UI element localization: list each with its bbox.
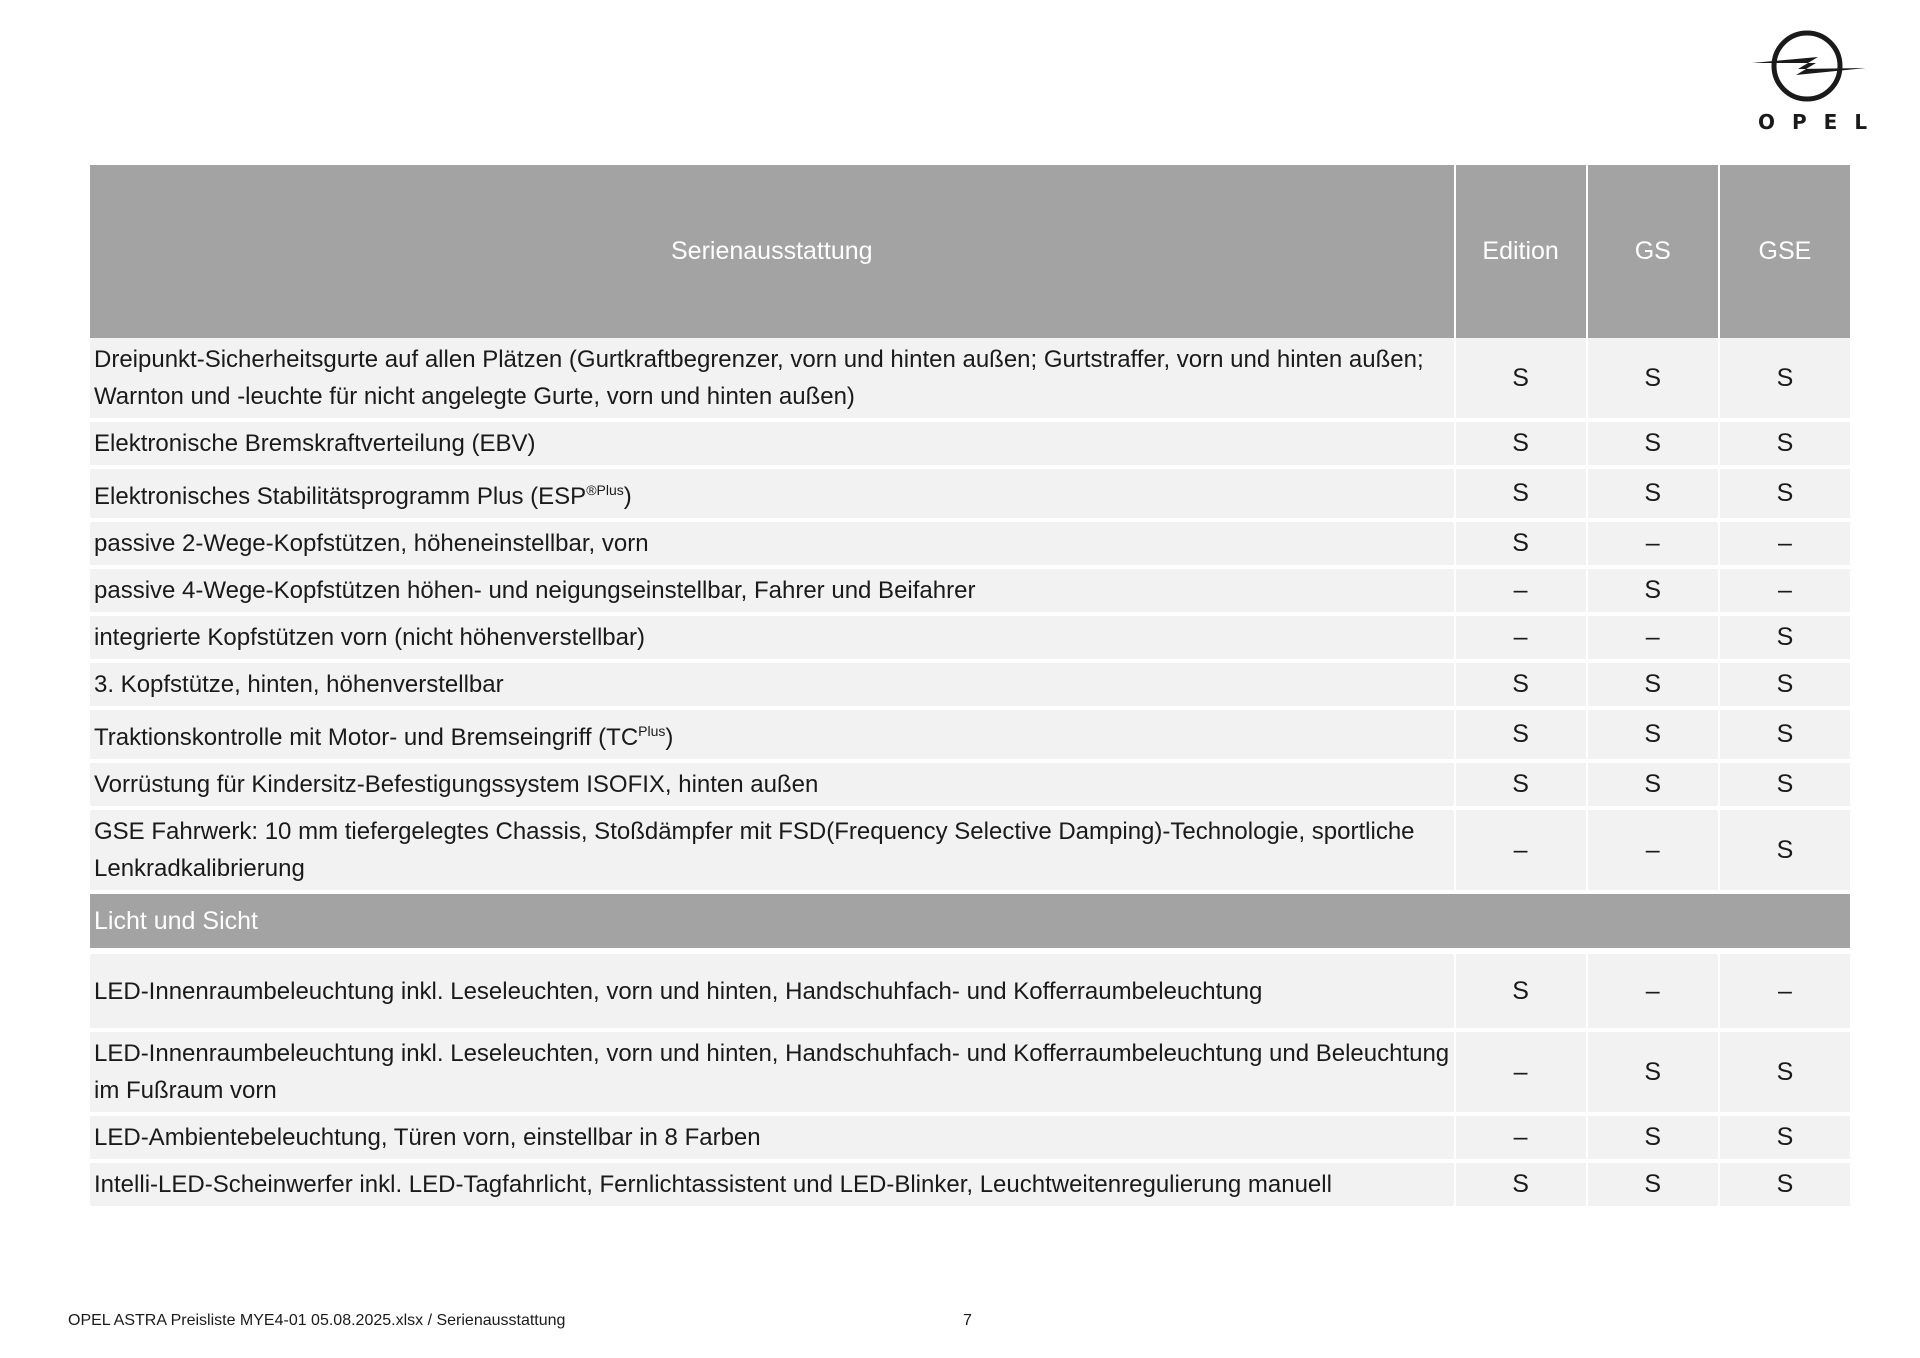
edition-value: S (1456, 338, 1586, 422)
edition-value: – (1456, 1116, 1586, 1163)
table-row (90, 1032, 1850, 1116)
gse-value: S (1720, 1032, 1850, 1116)
edition-value: – (1456, 1032, 1586, 1116)
gse-value: S (1720, 710, 1850, 763)
table-row (90, 1163, 1850, 1210)
row-label: Elektronische Bremskraftverteilung (EBV) (90, 422, 1454, 469)
row-label: Vorrüstung für Kindersitz-Befestigungssystem ISOFIX, hinten außen (90, 763, 1454, 810)
row-label: passive 4-Wege-Kopfstützen höhen- und neigungseinstellbar, Fahrer und Beifahrer (90, 569, 1454, 616)
row-label-superscript: Plus (638, 723, 666, 739)
opel-logo (1748, 30, 1885, 136)
gs-value: S (1588, 710, 1718, 763)
gs-value: S (1588, 469, 1718, 522)
gs-value: – (1588, 522, 1718, 569)
gse-value: S (1720, 763, 1850, 810)
row-label-text: Traktionskontrolle mit Motor- und Bremseingriff (TC (94, 724, 639, 751)
row-label-end: ) (665, 724, 674, 751)
gse-value: S (1720, 616, 1850, 663)
table-row (90, 1116, 1850, 1163)
gs-value: S (1588, 338, 1718, 422)
footer-document-name: OPEL ASTRA Preisliste MYE4-01 05.08.2025.xlsx / Serienausstattung (68, 1312, 566, 1329)
gs-value: S (1588, 422, 1718, 469)
table-row (90, 810, 1850, 894)
row-label: Intelli-LED-Scheinwerfer inkl. LED-Tagfahrlicht, Fernlichtassistent und LED-Blinker, Leuchtweitenregulierung manuell (90, 1163, 1454, 1210)
edition-value: S (1456, 710, 1586, 763)
gse-value: S (1720, 338, 1850, 422)
brand-wordmark: OPEL (1758, 110, 1885, 134)
table-row (90, 469, 1850, 522)
gs-value: – (1588, 616, 1718, 663)
gse-value: S (1720, 1163, 1850, 1210)
row-label: GSE Fahrwerk: 10 mm tiefergelegtes Chassis, Stoßdämpfer mit FSD(Frequency Selective Damping)-Technologie, sportliche Lenkradkalibrierung (90, 810, 1454, 894)
header-edition: Edition (1456, 165, 1586, 338)
table-row (90, 710, 1850, 763)
edition-value: S (1456, 469, 1586, 522)
edition-value: S (1456, 422, 1586, 469)
gse-value: S (1720, 663, 1850, 710)
footer-page-number: 7 (963, 1312, 972, 1329)
gs-value: S (1588, 663, 1718, 710)
table-row (90, 422, 1850, 469)
gse-value: S (1720, 810, 1850, 894)
gs-value: S (1588, 763, 1718, 810)
header-description: Serienausstattung (90, 165, 1454, 338)
edition-value: S (1456, 1163, 1586, 1210)
row-label: passive 2-Wege-Kopfstützen, höheneinstellbar, vorn (90, 522, 1454, 569)
table-row (90, 663, 1850, 710)
gse-value: S (1720, 422, 1850, 469)
table-row (90, 763, 1850, 810)
gs-value: – (1588, 810, 1718, 894)
edition-value: – (1456, 616, 1586, 663)
table-row (90, 616, 1850, 663)
section-title: Licht und Sicht (90, 894, 1850, 948)
row-label: integrierte Kopfstützen vorn (nicht höhenverstellbar) (90, 616, 1454, 663)
row-label: 3. Kopfstütze, hinten, höhenverstellbar (90, 663, 1454, 710)
gse-value: – (1720, 954, 1850, 1032)
edition-value: S (1456, 663, 1586, 710)
header-gse: GSE (1720, 165, 1850, 338)
row-label (90, 469, 1454, 522)
table-row (90, 954, 1850, 1032)
row-label-text: Elektronisches Stabilitätsprogramm Plus (ESP (94, 483, 587, 510)
table-header-row (90, 165, 1850, 338)
gse-value: S (1720, 469, 1850, 522)
edition-value: S (1456, 522, 1586, 569)
table-row (90, 522, 1850, 569)
row-label: LED-Innenraumbeleuchtung inkl. Leseleuchten, vorn und hinten, Handschuhfach- und Kofferraumbeleuchtung (90, 954, 1454, 1032)
gse-value: – (1720, 569, 1850, 616)
opel-blitz-icon (1748, 30, 1870, 110)
row-label-superscript: ®Plus (586, 482, 624, 498)
gs-value: S (1588, 1163, 1718, 1210)
row-label: LED-Ambientebeleuchtung, Türen vorn, einstellbar in 8 Farben (90, 1116, 1454, 1163)
gs-value: S (1588, 569, 1718, 616)
equipment-table (88, 165, 1852, 1210)
gse-value: – (1720, 522, 1850, 569)
gs-value: – (1588, 954, 1718, 1032)
gs-value: S (1588, 1116, 1718, 1163)
table-row (90, 569, 1850, 616)
header-gs: GS (1588, 165, 1718, 338)
edition-value: – (1456, 810, 1586, 894)
table-row (90, 338, 1850, 422)
edition-value: – (1456, 569, 1586, 616)
edition-value: S (1456, 763, 1586, 810)
row-label (90, 710, 1454, 763)
section-header-row (90, 894, 1850, 948)
gs-value: S (1588, 1032, 1718, 1116)
row-label: LED-Innenraumbeleuchtung inkl. Leseleuchten, vorn und hinten, Handschuhfach- und Kofferraumbeleuchtung und Beleuchtung im Fußraum vorn (90, 1032, 1454, 1116)
edition-value: S (1456, 954, 1586, 1032)
row-label-end: ) (623, 483, 632, 510)
gse-value: S (1720, 1116, 1850, 1163)
row-label: Dreipunkt-Sicherheitsgurte auf allen Plätzen (Gurtkraftbegrenzer, vorn und hinten außen; Gurtstraffer, vorn und hinten außen; Warnton und -leuchte für nicht angelegte Gurte, vorn und hinten außen) (90, 338, 1454, 422)
